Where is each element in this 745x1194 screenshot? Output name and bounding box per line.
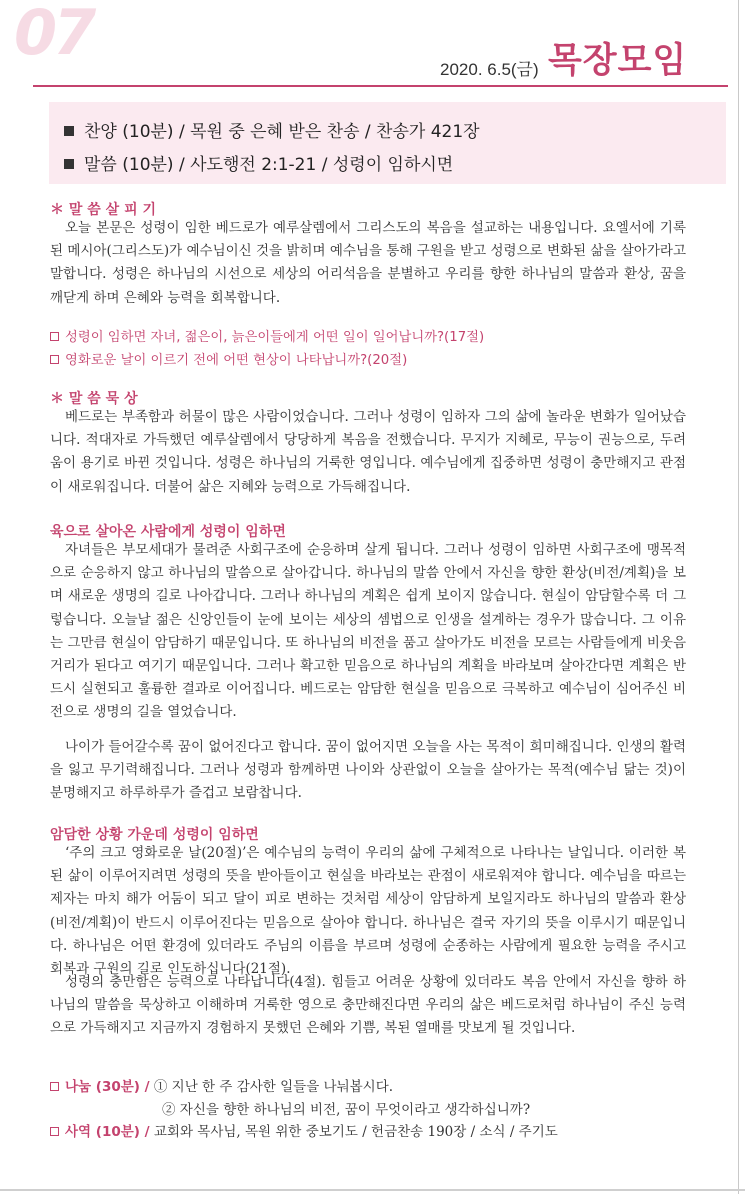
- bottom-border-line: [0, 1189, 745, 1191]
- page-title: 목장모임: [548, 41, 688, 81]
- question-text: 성령이 임하면 자녀, 젊은이, 늙은이들에게 어떤 일이 일어납니까?(17절): [65, 330, 485, 345]
- share-label: 나눔 (30분) /: [65, 1079, 150, 1095]
- page-number: 07: [14, 0, 93, 69]
- checkbox-icon: [50, 332, 59, 341]
- mission-label: 사역 (10분) /: [65, 1124, 150, 1140]
- subsection-1-paragraph-1: 자녀들은 부모세대가 물려준 사회구조에 순응하며 살게 됩니다. 그러나 성령이 임하면 사회구조에 맹목적으로 순응하지 않고 하나님의 말씀으로 살아갑니다. 하나님의 말씀 안에서 자신을 향한 환상(비전/계획)을 보며 새로운 생명의 길로 나아갑니다. 그러나 하나님의 계획은 쉽게 보이지 않습니다. 현실이 암담할수록 더 그렇습니다. 오늘날 젊은 신앙인들이 눈에 보이는 세상의 셈법으로 인생을 설계하는 경우가 많습니다. 그 이유는 그만큼 현실이 암담하기 때문입니다. 또 하나님의 비전을 품고 살아가도 비전을 모르는 사람들에게 비웃음거리가 된다고 여기기 때문입니다. 그러나 확고한 믿음으로 하나님의 계획을 바라보며 살아간다면 계획은 반드시 실현되고 훌륭한 결과로 이어집니다. 베드로는 암담한 현실을 믿음으로 극복하고 예수님이 심어주신 비전으로 생명의 길을 열었습니다.: [50, 542, 686, 721]
- look-paragraph: 오늘 본문은 성령이 임한 베드로가 예루살렘에서 그리스도의 복음을 설교하는 내용입니다. 요엘서에 기록된 메시아(그리스도)가 예수님이신 것을 밝히며 예수님을 통해 구원을 받고 성령으로 변화된 삶을 살아가라고 말합니다. 성령은 하나님의 시선으로 세상의 어리석음을 분별하고 우리를 향한 하나님의 말씀과 환상, 꿈을 깨닫게 하며 은혜와 능력을 회복합니다.: [50, 220, 686, 306]
- question-2: [50, 349, 407, 368]
- section-title-meditate: ＊ 말 씀 묵 상: [50, 391, 138, 407]
- activity-mission: [50, 1120, 558, 1140]
- checkbox-icon: [50, 1082, 59, 1091]
- square-bullet-icon: [64, 126, 74, 136]
- order-item-text: 찬양 (10분) / 목원 중 은혜 받은 찬송 / 찬송가 421장: [84, 122, 480, 142]
- section-title-look: ＊ 말 씀 살 피 기: [50, 202, 156, 218]
- subsection-2-paragraph-2: 성령의 충만함은 능력으로 나타납니다(4절). 힘들고 어려운 상황에 있더라도 복음 안에서 자신을 향하 하나님의 말씀을 묵상하고 이해하며 거룩한 영으로 충만해진다면 우리의 삶은 베드로처럼 하나님이 주신 능력으로 가득해지고 지금까지 경험하지 못했던 은혜와 기쁨, 복된 열매를 맛보게 될 것입니다.: [50, 974, 686, 1037]
- square-bullet-icon: [64, 159, 74, 169]
- checkbox-icon: [50, 355, 59, 364]
- right-border-line: [738, 0, 739, 1194]
- share-item-1: ① 지난 한 주 감사한 일들을 나눠봅시다.: [153, 1079, 394, 1095]
- order-item-praise: [64, 117, 480, 142]
- mission-text: 교회와 목사님, 목원 위한 중보기도 / 헌금찬송 190장 / 소식 / 주기도: [153, 1124, 558, 1140]
- question-1: [50, 326, 484, 345]
- checkbox-icon: [50, 1127, 59, 1136]
- share-item-2: ② 자신을 향한 하나님의 비전, 꿈이 무엇이라고 생각하십니까?: [162, 1102, 531, 1118]
- meeting-date: 2020. 6.5(금): [440, 60, 539, 79]
- subsection-title-1: 육으로 살아온 사람에게 성령이 임하면: [50, 524, 286, 540]
- header-divider: [33, 85, 728, 87]
- order-item-text: 말씀 (10분) / 사도행전 2:1-21 / 성령이 임하시면: [84, 155, 454, 175]
- subsection-1-paragraph-2: 나이가 들어갈수록 꿈이 없어진다고 합니다. 꿈이 없어지면 오늘을 사는 목적이 희미해집니다. 인생의 활력을 잃고 무기력해집니다. 그러나 성령과 함께하면 나이와 상관없이 오늘을 살아가는 목적(예수님 닮는 것)이 분명해지고 하루하루가 즐겁고 보람찹니다.: [50, 739, 686, 802]
- order-item-word: [64, 150, 453, 175]
- meditate-paragraph: 베드로는 부족함과 허물이 많은 사람이었습니다. 그러나 성령이 임하자 그의 삶에 놀라운 변화가 일어났습니다. 적대자로 가득했던 예루살렘에서 당당하게 복음을 전했습니다. 무지가 지혜로, 무능이 권능으로, 두려움이 용기로 바뀐 것입니다. 성령은 하나님의 거룩한 영입니다. 예수님에게 집중하면 성령이 충만해지고 관점이 새로워집니다. 더불어 삶은 지혜와 능력으로 가득해집니다.: [50, 409, 686, 495]
- subsection-title-2: 암담한 상황 가운데 성령이 임하면: [50, 827, 259, 843]
- subsection-2-paragraph-1: ‘주의 크고 영화로운 날(20절)’은 예수님의 능력이 우리의 삶에 구체적으로 나타나는 날입니다. 이러한 복된 삶이 이루어지려면 성령의 뜻을 받아들이고 현실을 바라보는 관점이 새로워져야 합니다. 예수님을 따르는 제자는 마치 해가 어둠이 되고 달이 피로 변하는 것처럼 세상이 암담하게 보일지라도 하나님의 말씀과 환상(비전/계획)이 반드시 이루어진다는 믿음으로 살아야 합니다. 하나님은 결국 자기의 뜻을 이루시기 때문입니다. 하나님은 어떤 환경에 있더라도 주님의 이름을 부르며 성령에 순종하는 사람에게 필요한 능력을 주시고 회복과 구원의 길로 인도하십니다(21절).: [50, 845, 686, 978]
- activity-share: [50, 1075, 393, 1095]
- question-text: 영화로운 날이 이르기 전에 어떤 현상이 나타납니까?(20절): [65, 353, 408, 368]
